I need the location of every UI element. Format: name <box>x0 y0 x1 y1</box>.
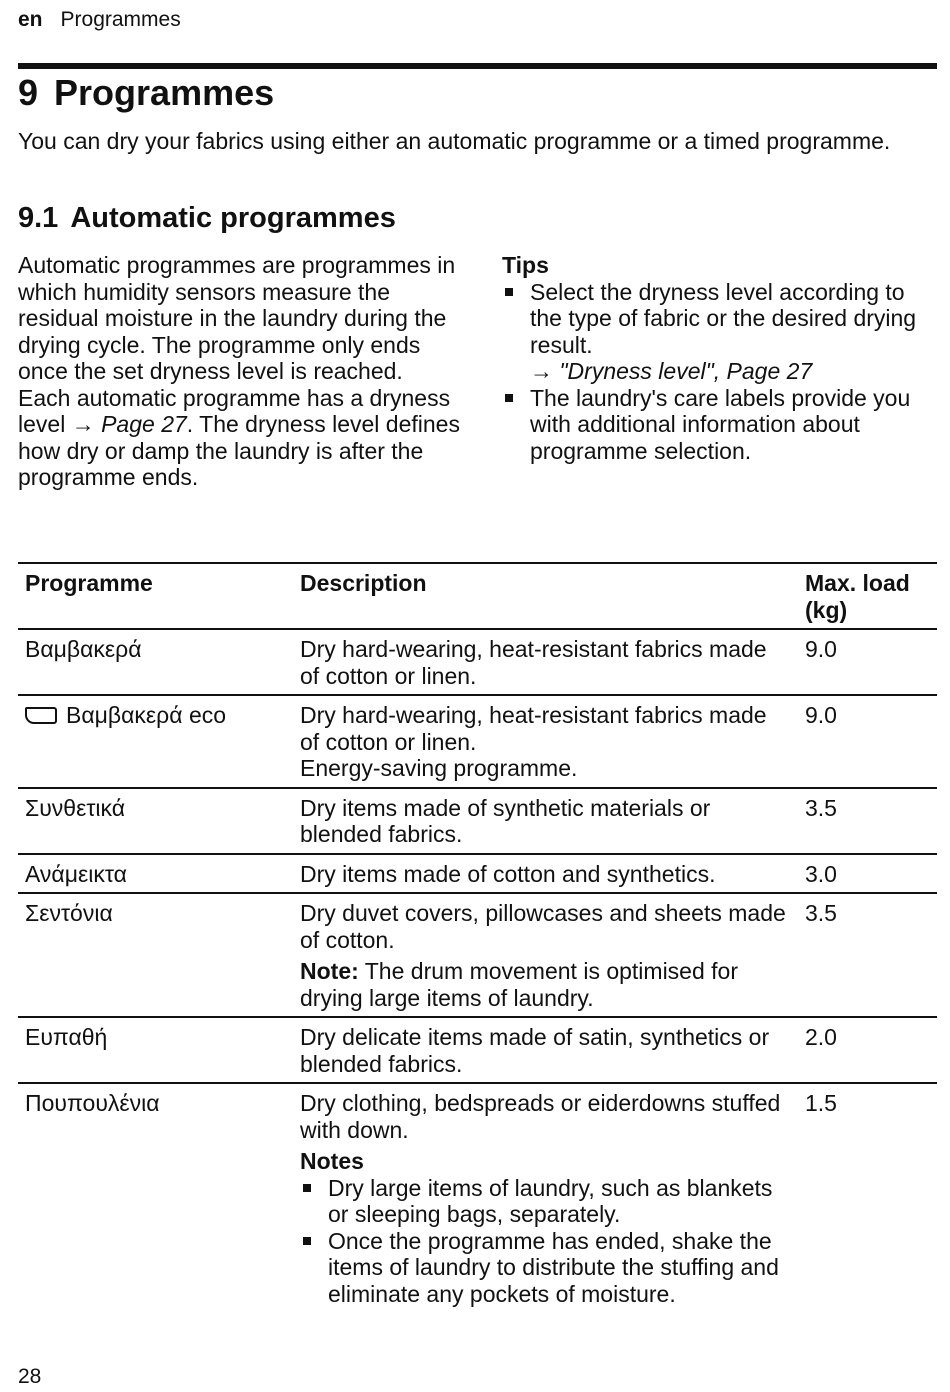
note-item <box>300 1228 792 1308</box>
programme-name: Σεντόνια <box>18 893 293 1017</box>
programme-max-load: 1.5 <box>805 1090 837 1116</box>
note-text: Once the programme has ended, shake the items of laundry to distribute the stuffing and eliminate any pockets of moisture. <box>328 1227 779 1307</box>
table-row <box>18 695 937 788</box>
note-text: The drum movement is optimised for drying large items of laundry. <box>300 958 739 1011</box>
tip-text: Select the dryness level according to the type of fabric or the desired drying result. <box>530 278 917 358</box>
dryness-level-link[interactable]: → "Dryness level", Page 27 <box>530 358 813 384</box>
table-row <box>18 629 937 695</box>
programme-description: Dry items made of cotton and synthetics. <box>293 854 798 894</box>
note-item <box>300 1175 792 1228</box>
tip-item <box>502 279 942 385</box>
intro-paragraph: You can dry your fabrics using either an automatic programme or a timed programme. <box>18 128 891 154</box>
tip-item <box>502 385 942 465</box>
bullet-square-icon <box>303 1237 311 1245</box>
section-number: 9.1 <box>18 202 59 234</box>
notes-title: Notes <box>300 1148 364 1174</box>
left-column <box>18 252 468 491</box>
table-row <box>18 854 937 894</box>
chapter-title <box>18 72 274 114</box>
eco-icon <box>25 707 57 724</box>
header-section: Programmes <box>60 8 181 31</box>
table-header-row <box>18 563 937 629</box>
programme-name: Βαμβακερά <box>18 629 293 695</box>
page-reference-link[interactable]: → Page 27 <box>71 411 187 437</box>
programme-note <box>300 958 792 1011</box>
chapter-number: 9 <box>18 72 39 113</box>
programme-name: Συνθετικά <box>18 788 293 854</box>
section-title-text: Automatic programmes <box>70 202 396 234</box>
bullet-square-icon <box>505 394 513 402</box>
programme-description: Dry clothing, bedspreads or eiderdowns stuffed with down. <box>300 1090 781 1143</box>
programmes-table <box>18 562 937 1312</box>
bullet-square-icon <box>505 288 513 296</box>
table-row <box>18 893 937 1017</box>
programme-description: Dry hard-wearing, heat-resistant fabrics made of cotton or linen. <box>293 629 798 695</box>
language-code: en <box>18 8 43 31</box>
programme-name: Ανάμεικτα <box>18 854 293 894</box>
programme-description-cell <box>293 1083 798 1312</box>
programme-max-load: 9.0 <box>798 629 937 695</box>
tip-text: The laundry's care labels provide you with additional information about programme selection. <box>530 384 911 464</box>
programme-description: Dry duvet covers, pillowcases and sheets made of cotton. <box>300 900 786 953</box>
programme-name-cell <box>18 695 293 788</box>
note-text: Dry large items of laundry, such as blankets or sleeping bags, separately. <box>328 1174 773 1227</box>
notes-list <box>300 1175 792 1308</box>
section-title <box>18 202 396 235</box>
programme-description-extra: Energy-saving programme. <box>300 755 578 781</box>
programme-name: Βαμβακερά eco <box>66 702 227 728</box>
bullet-square-icon <box>303 1184 311 1192</box>
table-row <box>18 788 937 854</box>
automatic-description: Automatic programmes are programmes in which humidity sensors measure the residual moisture in the laundry during the drying cycle. The programme only ends once the set dryness level is reached. <box>18 252 456 384</box>
table-row <box>18 1083 937 1312</box>
programme-name: Πουπουλένια <box>25 1090 160 1116</box>
programme-max-load: 9.0 <box>798 695 937 788</box>
programme-max-load: 3.5 <box>798 893 937 1017</box>
header-programme: Programme <box>18 563 293 629</box>
programme-name: Ευπαθή <box>18 1017 293 1083</box>
programme-description-cell <box>293 893 798 1017</box>
programme-max-load: 2.0 <box>798 1017 937 1083</box>
programme-max-load: 3.5 <box>798 788 937 854</box>
running-header <box>18 8 181 32</box>
table-row <box>18 1017 937 1083</box>
dryness-paragraph <box>18 385 468 491</box>
tips-list <box>502 279 942 465</box>
programme-description: Dry hard-wearing, heat-resistant fabrics made of cotton or linen. <box>300 702 767 755</box>
programme-max-load: 3.0 <box>798 854 937 894</box>
tips-box <box>502 252 942 464</box>
note-label: Note: <box>300 958 359 984</box>
dryness-text-end: . The dryness level defines how dry or damp the laundry is after the programme ends. <box>18 411 460 490</box>
chapter-title-text: Programmes <box>54 72 275 113</box>
programme-description-cell <box>293 695 798 788</box>
programme-description: Dry delicate items made of satin, synthetics or blended fabrics. <box>293 1017 798 1083</box>
header-rule <box>18 63 937 69</box>
header-description: Description <box>293 563 798 629</box>
programme-description: Dry items made of synthetic materials or blended fabrics. <box>293 788 798 854</box>
dryness-text: Each automatic programme has a dryness level <box>18 384 451 437</box>
header-max-load: Max. load (kg) <box>798 563 937 629</box>
tips-title: Tips <box>502 252 549 278</box>
page-number: 28 <box>18 1365 42 1388</box>
